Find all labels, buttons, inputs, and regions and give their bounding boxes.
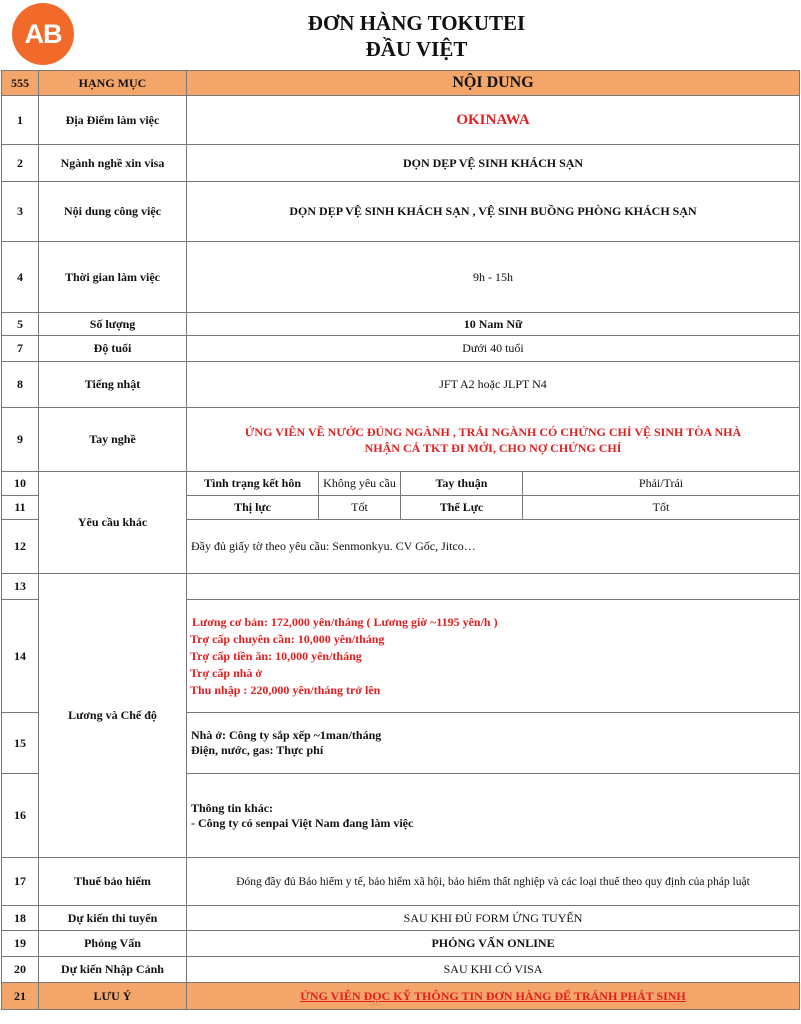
table-row	[2, 472, 800, 496]
utilities-line: Điện, nước, gas: Thực phí	[191, 743, 324, 757]
eyesight-value: Tốt	[319, 496, 401, 520]
table-row	[2, 408, 800, 472]
row-label: Số lượng	[39, 313, 187, 336]
working-hours-value: 9h - 15h	[187, 242, 800, 313]
row-number: 17	[2, 858, 39, 906]
row-number: 5	[2, 313, 39, 336]
row-label: Độ tuổi	[39, 336, 187, 362]
housing-details	[187, 713, 800, 774]
table-row	[2, 313, 800, 336]
table-row	[2, 574, 800, 600]
row-number: 11	[2, 496, 39, 520]
salary-line: Trợ cấp nhà ở	[190, 665, 263, 680]
skill-requirement-value	[187, 408, 800, 472]
row-number: 2	[2, 145, 39, 182]
row-label: Nội dung công việc	[39, 182, 187, 242]
salary-line: Thu nhập : 220,000 yên/tháng trở lên	[190, 682, 381, 697]
handedness-value: Phải/Trái	[523, 472, 800, 496]
other-info-heading: Thông tin khác:	[191, 800, 274, 815]
interview-value: PHỎNG VẤN ONLINE	[187, 931, 800, 957]
handedness-key: Tay thuận	[401, 472, 523, 496]
other-info-line: - Công ty có senpai Việt Nam đang làm việc	[191, 815, 414, 830]
row-number: 12	[2, 520, 39, 574]
table-row	[2, 96, 800, 145]
table-row	[2, 182, 800, 242]
table-row	[2, 242, 800, 313]
table-row	[2, 145, 800, 182]
eyesight-key: Thị lực	[187, 496, 319, 520]
quantity-value: 10 Nam Nữ	[187, 313, 800, 336]
row-number: 9	[2, 408, 39, 472]
job-order-table	[1, 70, 800, 1010]
skill-line-1: ỨNG VIÊN VỀ NƯỚC ĐÚNG NGÀNH , TRÁI NGÀNH CÓ CHỨNG CHỈ VỆ SINH TÒA NHÀ	[244, 424, 742, 439]
row-number: 20	[2, 957, 39, 983]
housing-line: Nhà ở: Công ty sắp xếp ~1man/tháng	[191, 728, 382, 742]
row-label: Thuế bảo hiểm	[39, 858, 187, 906]
marital-status-value: Không yêu cầu	[319, 472, 401, 496]
table-row	[2, 906, 800, 931]
entry-schedule-value: SAU KHI CÓ VISA	[187, 957, 800, 983]
documents-value: Đầy đủ giấy tờ theo yêu cầu: Senmonkyu. CV Gốc, Jitco…	[187, 520, 800, 574]
note-value: ỨNG VIÊN ĐỌC KỸ THÔNG TIN ĐƠN HÀNG ĐỂ TRÁNH PHÁT SINH	[187, 983, 800, 1010]
empty-cell	[187, 574, 800, 600]
row-number: 19	[2, 931, 39, 957]
skill-line-2: NHẬN CẢ TKT ĐI MỚI, CHO NỢ CHỨNG CHỈ	[364, 440, 622, 455]
other-requirements-label: Yêu cầu khác	[39, 472, 187, 574]
row-number: 7	[2, 336, 39, 362]
row-label: Thời gian làm việc	[39, 242, 187, 313]
row-number: 21	[2, 983, 39, 1010]
row-label: Địa Điểm làm việc	[39, 96, 187, 145]
ab-logo: AB	[12, 3, 74, 65]
salary-line: Trợ cấp tiền ăn: 10,000 yên/tháng	[190, 648, 362, 663]
fitness-value: Tốt	[523, 496, 800, 520]
exam-schedule-value: SAU KHI ĐỦ FORM ỨNG TUYỂN	[187, 906, 800, 931]
row-label: Dự kiến thi tuyển	[39, 906, 187, 931]
age-value: Dưới 40 tuổi	[187, 336, 800, 362]
job-description-value: DỌN DẸP VỆ SINH KHÁCH SẠN , VỆ SINH BUỒNG PHÒNG KHÁCH SẠN	[187, 182, 800, 242]
table-header-row	[2, 71, 800, 96]
table-row	[2, 336, 800, 362]
row-number: 15	[2, 713, 39, 774]
header-content: NỘI DUNG	[187, 71, 800, 96]
header-item: HẠNG MỤC	[39, 71, 187, 96]
row-label: Tay nghề	[39, 408, 187, 472]
table-row	[2, 931, 800, 957]
table-row	[2, 983, 800, 1010]
row-number: 1	[2, 96, 39, 145]
salary-line: Lương cơ bản: 172,000 yên/tháng ( Lương giờ ~1195 yên/h )	[192, 614, 498, 629]
tax-insurance-value: Đóng đầy đủ Bảo hiểm y tế, bảo hiểm xã hội, bảo hiểm thất nghiệp và các loại thuế theo quy định của pháp luật	[187, 858, 800, 906]
document-subtitle: ĐẦU VIỆT	[365, 37, 468, 61]
fitness-key: Thể Lực	[401, 496, 523, 520]
other-info-details	[187, 774, 800, 858]
row-label: LƯU Ý	[39, 983, 187, 1010]
salary-details	[187, 600, 800, 713]
row-label: Ngành nghề xin visa	[39, 145, 187, 182]
japanese-level-value: JFT A2 hoặc JLPT N4	[187, 362, 800, 408]
marital-status-key: Tình trạng kết hôn	[187, 472, 319, 496]
salary-line: Trợ cấp chuyên cần: 10,000 yên/tháng	[190, 631, 385, 646]
row-label: Tiếng nhật	[39, 362, 187, 408]
table-row	[2, 362, 800, 408]
row-number: 14	[2, 600, 39, 713]
work-location-value: OKINAWA	[187, 96, 800, 145]
document-title: ĐƠN HÀNG TOKUTEI	[307, 11, 526, 35]
header-num: 555	[2, 71, 39, 96]
row-number: 8	[2, 362, 39, 408]
table-row	[2, 858, 800, 906]
row-label: Phỏng Vấn	[39, 931, 187, 957]
row-number: 13	[2, 574, 39, 600]
row-number: 3	[2, 182, 39, 242]
row-number: 16	[2, 774, 39, 858]
row-label: Dự kiến Nhập Cảnh	[39, 957, 187, 983]
salary-benefits-label: Lương và Chế độ	[39, 574, 187, 858]
row-number: 10	[2, 472, 39, 496]
row-number: 4	[2, 242, 39, 313]
row-number: 18	[2, 906, 39, 931]
table-row	[2, 957, 800, 983]
visa-field-value: DỌN DẸP VỆ SINH KHÁCH SẠN	[187, 145, 800, 182]
